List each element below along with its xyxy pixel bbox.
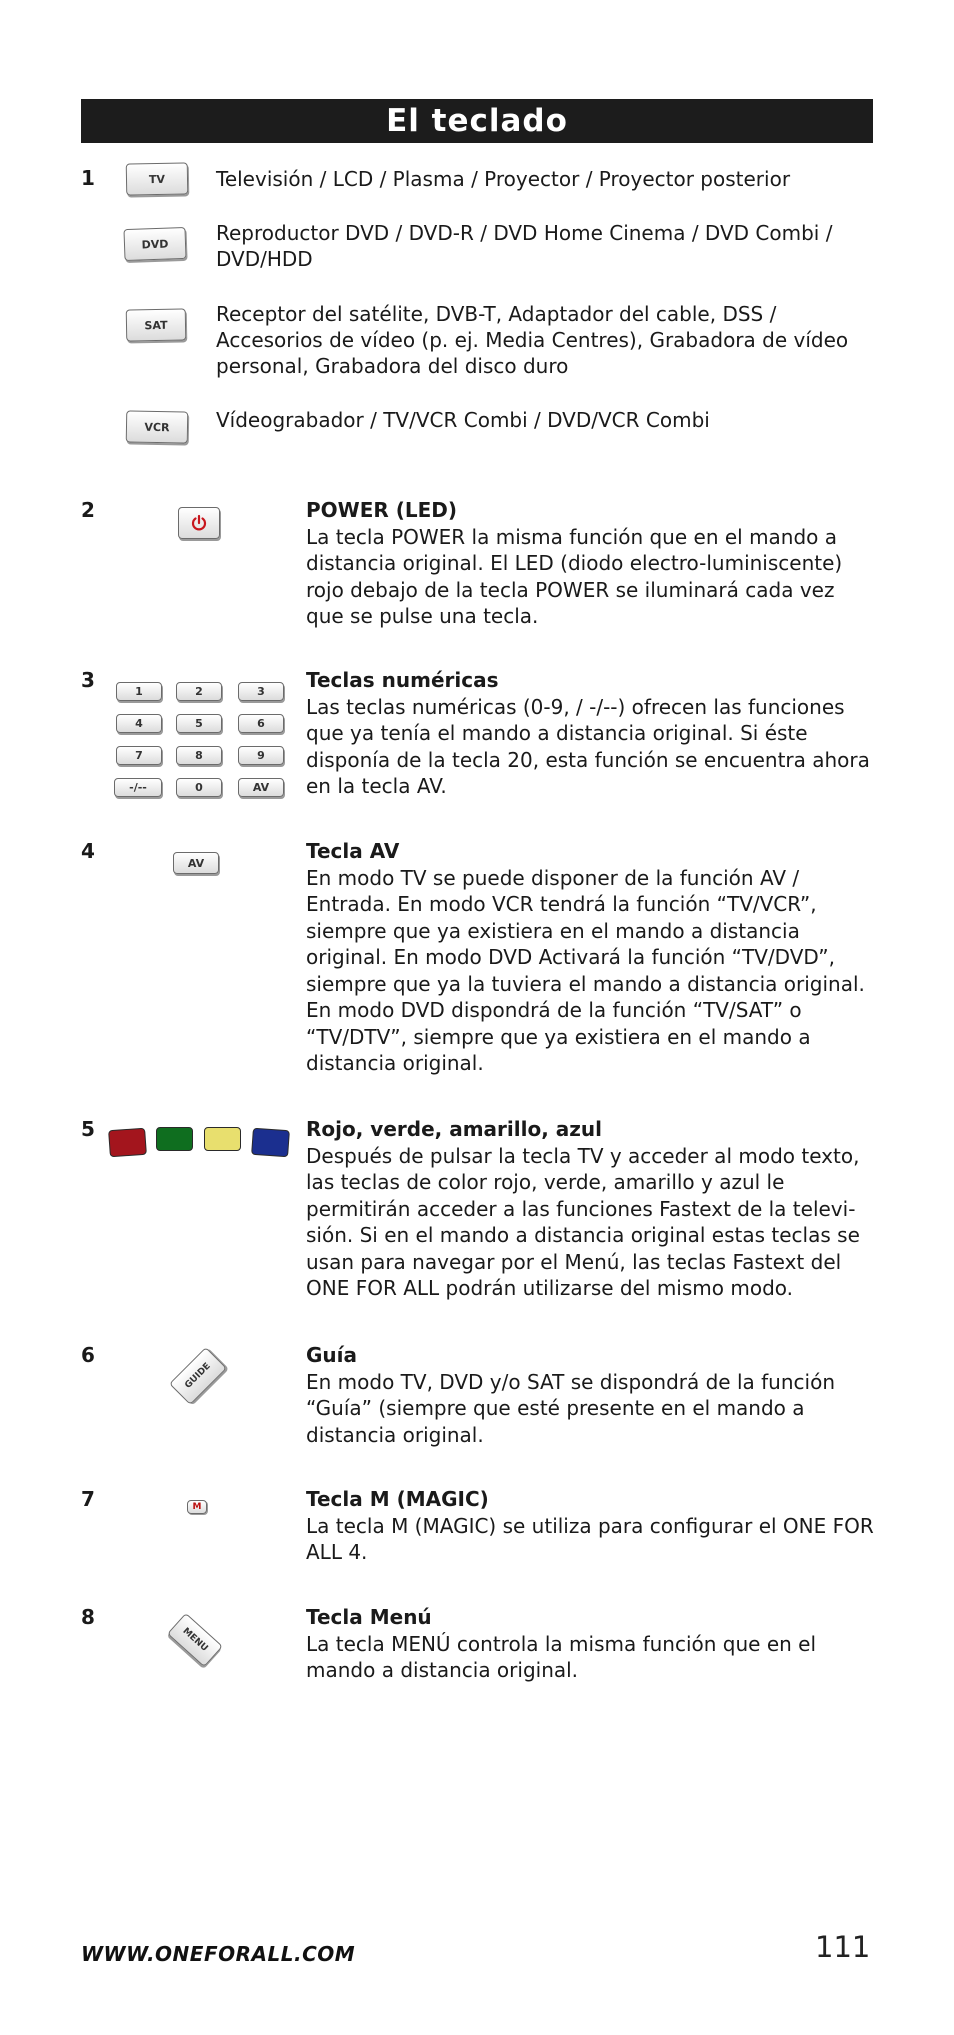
item-title: Tecla AV [306, 839, 400, 863]
item-description: Las teclas numéricas (0-9, / -/--) ofrecen las funciones que ya tenía el mando a distancia original. Si éste disponía de la tecla 20, esta función se encuentra ahora en la tecla AV. [306, 694, 870, 798]
magic-key: M [187, 1500, 207, 1514]
keypad-key: 6 [238, 714, 284, 733]
keypad-key: 1 [116, 682, 162, 701]
keypad-key: 0 [176, 778, 222, 797]
mode-description-vcr: Vídeograbador / TV/VCR Combi / DVD/VCR Combi [216, 408, 710, 432]
item-title: Teclas numéricas [306, 668, 499, 692]
page-number: 111 [815, 1930, 871, 1964]
item-6 [306, 1342, 876, 1448]
item-description: Después de pulsar la tecla TV y acceder al modo texto, las teclas de color rojo, verde, amarillo y azul le permitirán acceder a las funciones Fastext de la televi-sión. Si en el mando a distancia original estas teclas se usan para navegar por el Menú, las teclas Fastext del ONE FOR ALL podrán utilizarse del mismo modo. [306, 1143, 860, 1300]
keypad-key: 7 [116, 746, 162, 765]
guide-key: GUIDE [169, 1347, 227, 1405]
blue-key [251, 1128, 290, 1158]
page-title: El teclado [81, 99, 873, 143]
menu-key: MENU [167, 1613, 223, 1667]
keypad-key: 5 [176, 714, 222, 733]
red-key [108, 1128, 147, 1158]
item-number-7: 7 [81, 1487, 95, 1511]
av-key: AV [173, 852, 219, 874]
item-7 [306, 1486, 876, 1566]
mode-description-tv: Televisión / LCD / Plasma / Proyector / Proyector posterior [216, 167, 791, 191]
item-description: En modo TV se puede disponer de la función AV / Entrada. En modo VCR tendrá la función “TV/VCR”, siempre que ya existiera en el mando a distancia original. En modo DVD Activará la función “TV/DVD”, siempre que ya la tuviera el mando a distancia original. En modo DVD dispondrá de la función “TV/SAT” o “TV/DTV”, siempre que ya existiera en el mando a distancia original. [306, 865, 865, 1075]
power-key [178, 507, 220, 539]
keypad-key: 4 [116, 714, 162, 733]
item-title: Rojo, verde, amarillo, azul [306, 1117, 602, 1141]
keypad-key: -/-- [114, 778, 162, 797]
item-title: Tecla M (MAGIC) [306, 1487, 489, 1511]
item-title: POWER (LED) [306, 498, 458, 522]
item-number-8: 8 [81, 1605, 95, 1629]
footer-url: WWW.ONEFORALL.COM [81, 1942, 356, 1966]
tv-key: TV [126, 162, 189, 195]
item-number-4: 4 [81, 839, 95, 863]
item-description: En modo TV, DVD y/o SAT se dispondrá de la función “Guía” (siempre que esté presente en el mando a distancia original. [306, 1369, 835, 1447]
item-number-6: 6 [81, 1343, 95, 1367]
keypad-key: 3 [238, 682, 284, 701]
mode-description-dvd: Reproductor DVD / DVD-R / DVD Home Cinema / DVD Combi / DVD/HDD [216, 221, 833, 271]
mode-description-sat: Receptor del satélite, DVB-T, Adaptador del cable, DSS / Accesorios de vídeo (p. ej. Media Centres), Grabadora de vídeo personal, Grabadora del disco duro [216, 302, 849, 378]
item-title: Tecla Menú [306, 1605, 432, 1629]
keypad-key: 9 [238, 746, 284, 765]
item-8 [306, 1604, 876, 1684]
dvd-key: DVD [123, 227, 186, 261]
item-description: La tecla M (MAGIC) se utiliza para configurar el ONE FOR ALL 4. [306, 1513, 874, 1564]
item-title: Guía [306, 1343, 358, 1367]
item-number-1: 1 [81, 166, 95, 190]
item-4 [306, 838, 876, 1077]
item-2 [306, 497, 876, 630]
keypad-key: 2 [176, 682, 222, 701]
item-number-2: 2 [81, 498, 95, 522]
item-description: La tecla POWER la misma función que en el mando a distancia original. El LED (diodo electro-luminiscente) rojo debajo de la tecla POWER se iluminará cada vez que se pulse una tecla. [306, 524, 843, 628]
item-5 [306, 1116, 876, 1302]
sat-key: SAT [126, 308, 187, 341]
vcr-key: VCR [126, 410, 189, 443]
keypad-key: AV [238, 778, 284, 797]
power-icon [190, 514, 208, 532]
keypad-key: 8 [176, 746, 222, 765]
item-number-3: 3 [81, 668, 95, 692]
item-3 [306, 667, 876, 800]
yellow-key [204, 1127, 241, 1151]
green-key [156, 1127, 193, 1151]
item-number-5: 5 [81, 1117, 95, 1141]
item-description: La tecla MENÚ controla la misma función que en el mando a distancia original. [306, 1631, 817, 1682]
